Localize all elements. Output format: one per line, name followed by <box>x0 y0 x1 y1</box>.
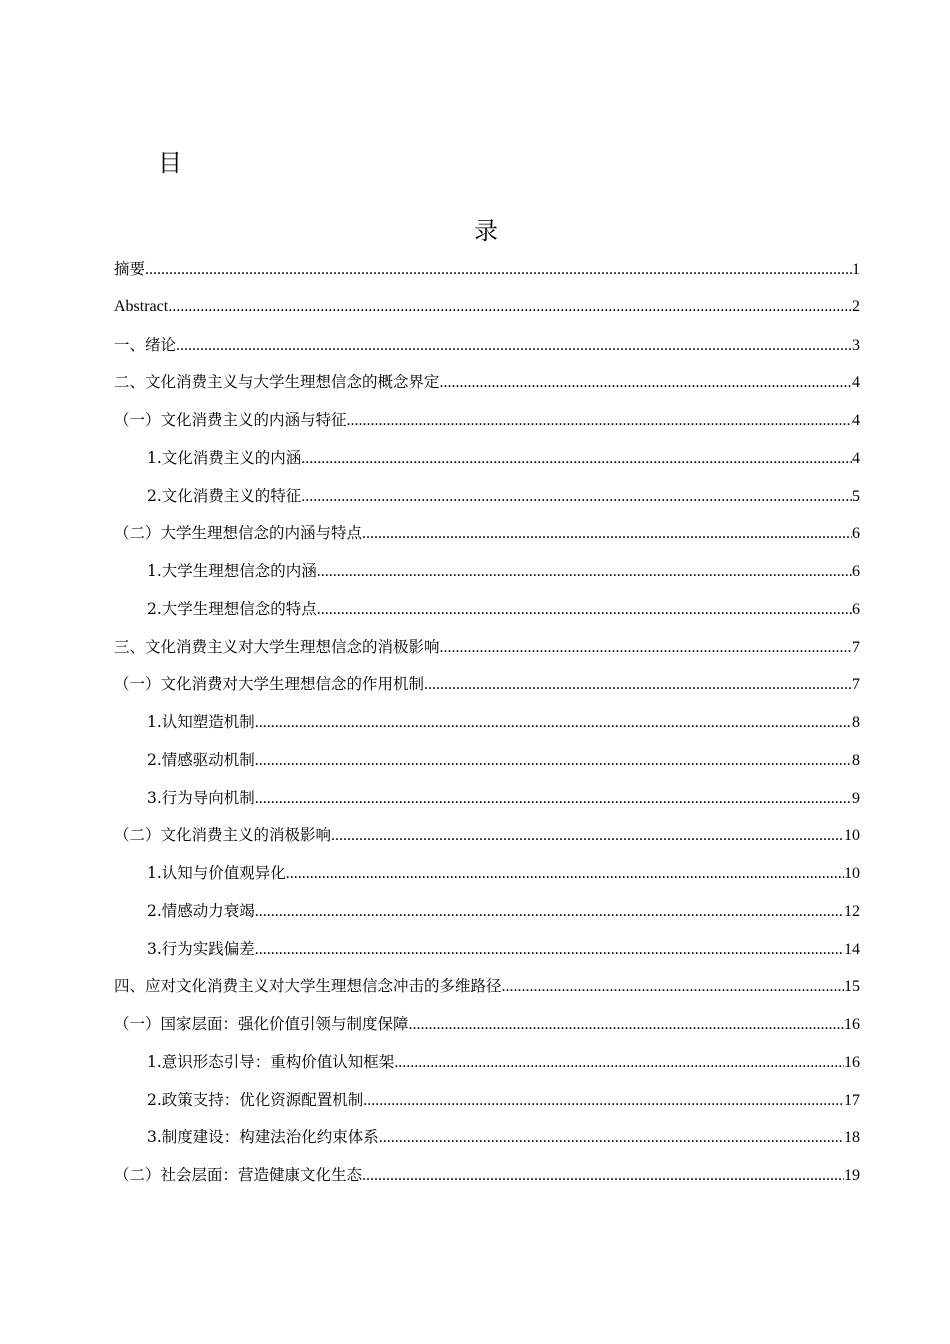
toc-entry-label: 二、文化消费主义与大学生理想信念的概念界定 <box>114 373 440 392</box>
toc-page-number: 7 <box>852 638 860 656</box>
toc-dot-leader <box>440 370 852 396</box>
toc-dot-leader <box>440 635 852 661</box>
toc-page-number: 8 <box>852 714 860 731</box>
toc-entry[interactable] <box>114 860 860 898</box>
toc-dot-leader <box>362 521 852 547</box>
toc-entry[interactable] <box>114 332 860 370</box>
toc-entry[interactable] <box>114 785 860 823</box>
toc-entry-label: 1.文化消费主义的内涵 <box>147 448 302 467</box>
toc-page-number: 10 <box>844 827 860 845</box>
toc-entry[interactable] <box>114 671 860 709</box>
toc-page-number: 16 <box>844 1016 860 1033</box>
toc-entry[interactable] <box>114 520 860 558</box>
toc-entry[interactable] <box>114 294 860 332</box>
toc-entry[interactable] <box>114 634 860 672</box>
toc-dot-leader <box>409 1012 844 1038</box>
toc-dot-leader <box>255 899 844 925</box>
toc-dot-leader <box>379 1125 844 1151</box>
toc-page-number: 15 <box>844 978 860 996</box>
toc-dot-leader <box>347 408 852 434</box>
toc-page-number: 12 <box>844 902 860 920</box>
toc-entry-label: 四、应对文化消费主义对大学生理想信念冲击的多维路径 <box>114 977 502 996</box>
toc-page-number: 4 <box>852 374 860 392</box>
toc-dot-leader <box>176 333 852 359</box>
toc-dot-leader <box>255 748 852 774</box>
toc-dot-leader <box>286 861 844 887</box>
toc-dot-leader <box>317 559 852 585</box>
toc-entry-label: 3.行为实践偏差 <box>147 939 255 958</box>
toc-entry-label: （一）文化消费对大学生理想信念的作用机制 <box>114 675 425 694</box>
toc-entry-label: 1.意识形态引导：重构价值认知框架 <box>147 1052 395 1071</box>
toc-dot-leader <box>317 597 852 623</box>
toc-page-number: 5 <box>852 487 860 505</box>
toc-page-number: 8 <box>852 751 860 769</box>
toc-entry-label: Abstract <box>114 297 169 315</box>
toc-entry[interactable] <box>114 1124 860 1162</box>
toc-page-number: 19 <box>844 1167 860 1184</box>
toc-page-number: 4 <box>852 412 860 429</box>
toc-dot-leader <box>424 672 852 698</box>
toc-dot-leader <box>301 484 852 510</box>
toc-entry[interactable] <box>114 558 860 596</box>
toc-page-number: 1 <box>852 261 860 278</box>
toc-entry-label: （一）文化消费主义的内涵与特征 <box>114 411 347 429</box>
table-of-contents <box>114 256 860 1200</box>
toc-page-number: 10 <box>844 865 860 882</box>
toc-entry[interactable] <box>114 936 860 974</box>
toc-entry-label: （二）文化消费主义的消极影响 <box>114 826 332 845</box>
toc-page-number: 7 <box>852 676 860 694</box>
toc-entry[interactable] <box>114 1162 860 1200</box>
toc-entry-label: 3.制度建设：构建法治化约束体系 <box>147 1128 379 1147</box>
toc-dot-leader <box>301 446 852 472</box>
toc-entry-label: 2.文化消费主义的特征 <box>147 486 302 505</box>
toc-page-number: 9 <box>852 789 860 807</box>
toc-page-number: 3 <box>852 336 860 354</box>
toc-title-part-2: 录 <box>474 217 498 245</box>
toc-entry-label: 1.认知塑造机制 <box>147 713 255 731</box>
toc-entry[interactable] <box>114 822 860 860</box>
toc-page-number: 16 <box>844 1053 860 1071</box>
toc-entry[interactable] <box>114 973 860 1011</box>
toc-entry[interactable] <box>114 1087 860 1125</box>
toc-entry-label: （一）国家层面：强化价值引领与制度保障 <box>114 1015 409 1033</box>
toc-entry[interactable] <box>114 898 860 936</box>
toc-entry-label: 2.情感驱动机制 <box>147 750 255 769</box>
toc-entry-label: 2.情感动力衰竭 <box>147 901 255 920</box>
toc-entry-label: 一、绪论 <box>114 335 177 354</box>
toc-entry[interactable] <box>114 369 860 407</box>
toc-entry-label: （二）大学生理想信念的内涵与特点 <box>114 524 363 543</box>
toc-dot-leader <box>255 710 852 736</box>
toc-dot-leader <box>145 257 852 283</box>
toc-entry-label: 1.大学生理想信念的内涵 <box>147 562 317 580</box>
toc-page-number: 6 <box>852 525 860 543</box>
toc-dot-leader <box>502 974 844 1000</box>
toc-title-part-1: 目 <box>158 149 182 177</box>
toc-entry-label: 三、文化消费主义对大学生理想信念的消极影响 <box>114 637 440 656</box>
toc-entry-label: 2.大学生理想信念的特点 <box>147 599 317 618</box>
toc-page-number: 18 <box>844 1129 860 1147</box>
toc-entry-label: 摘要 <box>114 260 146 278</box>
toc-page-number: 14 <box>844 940 860 958</box>
toc-entry[interactable] <box>114 445 860 483</box>
toc-entry[interactable] <box>114 256 860 294</box>
toc-dot-leader <box>362 1163 844 1189</box>
toc-dot-leader <box>363 1088 844 1114</box>
toc-dot-leader <box>255 786 852 812</box>
toc-page-number: 6 <box>852 563 860 580</box>
toc-entry[interactable] <box>114 1011 860 1049</box>
toc-page-number: 2 <box>852 297 860 315</box>
toc-entry[interactable] <box>114 709 860 747</box>
toc-dot-leader <box>168 294 852 320</box>
toc-entry-label: 1.认知与价值观异化 <box>147 864 286 882</box>
toc-entry[interactable] <box>114 596 860 634</box>
toc-page-number: 6 <box>852 600 860 618</box>
toc-page-number: 4 <box>852 449 860 467</box>
toc-entry[interactable] <box>114 407 860 445</box>
toc-dot-leader <box>331 823 844 849</box>
toc-entry[interactable] <box>114 747 860 785</box>
toc-entry-label: 3.行为导向机制 <box>147 788 255 807</box>
toc-dot-leader <box>255 937 844 963</box>
toc-entry-label: 2.政策支持：优化资源配置机制 <box>147 1090 364 1109</box>
toc-entry-label: （二）社会层面：营造健康文化生态 <box>114 1166 363 1184</box>
toc-page-number: 17 <box>844 1091 860 1109</box>
toc-entry[interactable] <box>114 483 860 521</box>
toc-dot-leader <box>394 1050 844 1076</box>
toc-entry[interactable] <box>114 1049 860 1087</box>
